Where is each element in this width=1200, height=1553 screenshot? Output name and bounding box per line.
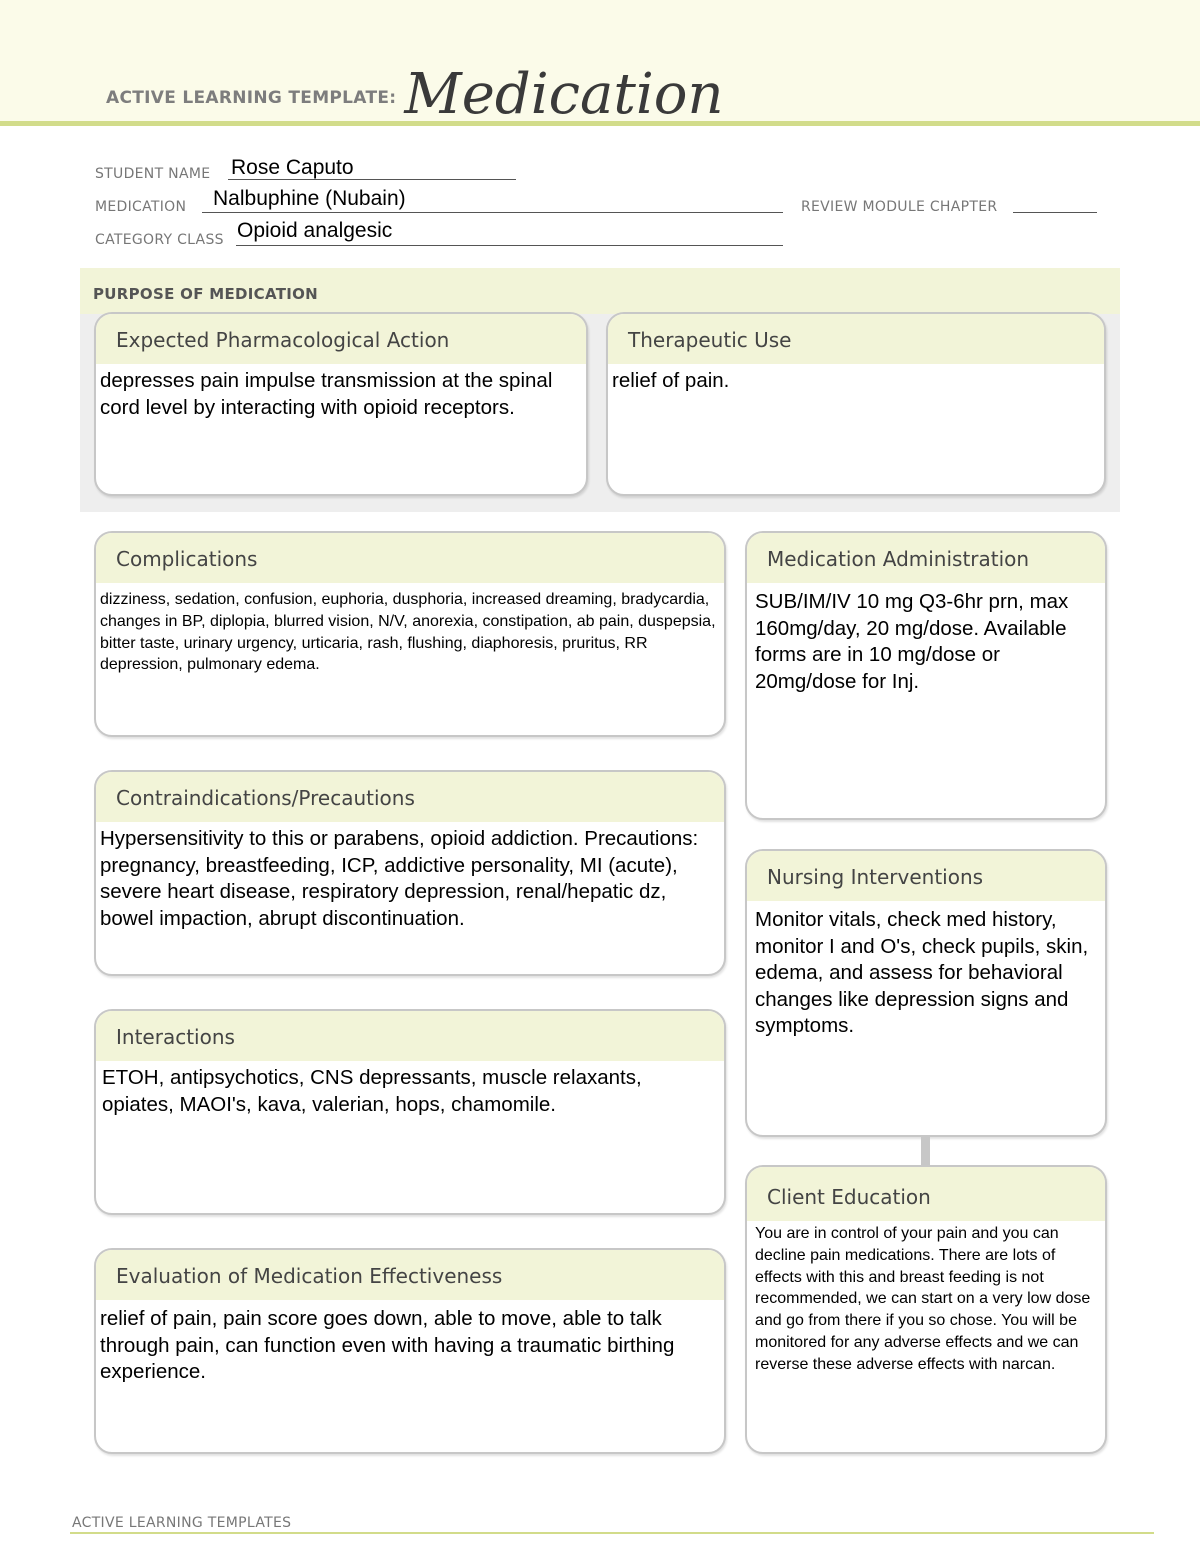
template-prefix: ACTIVE LEARNING TEMPLATE:	[106, 88, 397, 108]
template-title: Medication	[404, 62, 724, 127]
review-module-field	[801, 198, 997, 216]
review-module-label: REVIEW MODULE CHAPTER	[801, 199, 998, 215]
medication-administration-box	[745, 531, 1107, 820]
therapeutic-use-box	[606, 312, 1106, 496]
medication-administration-title: Medication Administration	[747, 533, 1105, 583]
student-name-label: STUDENT NAME	[95, 166, 211, 182]
client-education-title: Client Education	[747, 1167, 1105, 1221]
evaluation-box	[94, 1248, 726, 1454]
interactions-box	[94, 1009, 726, 1215]
expected-action-box	[94, 312, 588, 496]
client-education-box	[745, 1165, 1107, 1454]
medication-value[interactable]: Nalbuphine (Nubain)	[213, 187, 406, 210]
contraindications-box	[94, 770, 726, 976]
review-module-underline	[1013, 212, 1097, 213]
evaluation-body[interactable]: relief of pain, pain score goes down, able to move, able to talk through pain, can function even with having a traumatic birthing experience.	[100, 1307, 675, 1383]
category-class-field	[95, 231, 224, 249]
contraindications-body[interactable]: Hypersensitivity to this or parabens, opioid addiction. Precautions: pregnancy, breastfeeding, ICP, addictive personality, MI (acute), severe heart disease, respiratory depression, renal/hepatic dz, bowel impaction, abrupt discontinuation.	[100, 827, 699, 930]
category-class-label: CATEGORY CLASS	[95, 232, 224, 248]
evaluation-title: Evaluation of Medication Effectiveness	[96, 1250, 724, 1300]
category-class-value[interactable]: Opioid analgesic	[237, 219, 393, 242]
medication-administration-body[interactable]: SUB/IM/IV 10 mg Q3-6hr prn, max 160mg/day, 20 mg/dose. Available forms are in 10 mg/dose or 20mg/dose for Inj.	[755, 590, 1069, 693]
medication-label: MEDICATION	[95, 199, 187, 215]
nursing-interventions-box	[745, 849, 1107, 1137]
medication-field	[95, 198, 186, 216]
medication-underline	[202, 212, 783, 213]
page-title	[106, 52, 724, 127]
contraindications-title: Contraindications/Precautions	[96, 772, 724, 822]
complications-box	[94, 531, 726, 737]
expected-action-body[interactable]: depresses pain impulse transmission at the spinal cord level by interacting with opioid receptors.	[100, 369, 553, 419]
nursing-interventions-body[interactable]: Monitor vitals, check med history, monitor I and O's, check pupils, skin, edema, and assess for behavioral changes like depression signs and symptoms.	[755, 908, 1089, 1037]
student-name-field	[95, 165, 210, 183]
therapeutic-use-body[interactable]: relief of pain.	[612, 369, 730, 392]
footer-label: ACTIVE LEARNING TEMPLATES	[72, 1515, 292, 1531]
student-name-value[interactable]: Rose Caputo	[231, 156, 354, 179]
therapeutic-use-title: Therapeutic Use	[608, 314, 1104, 364]
complications-title: Complications	[96, 533, 724, 583]
expected-action-title: Expected Pharmacological Action	[96, 314, 586, 364]
purpose-label: PURPOSE OF MEDICATION	[93, 285, 319, 303]
interactions-body[interactable]: ETOH, antipsychotics, CNS depressants, muscle relaxants, opiates, MAOI's, kava, valerian, hops, chamomile.	[102, 1066, 642, 1116]
box-connector	[921, 1135, 930, 1167]
nursing-interventions-title: Nursing Interventions	[747, 851, 1105, 901]
category-class-underline	[236, 245, 783, 246]
interactions-title: Interactions	[96, 1011, 724, 1061]
footer-rule	[70, 1532, 1154, 1534]
complications-body[interactable]: dizziness, sedation, confusion, euphoria, dusphoria, increased dreaming, bradycardia, changes in BP, diplopia, blurred vision, N/V, anorexia, constipation, ab pain, duspepsia, bitter taste, urinary urgency, urticaria, rash, flushing, diaphoresis, pruritus, RR depression, pulmonary edema.	[100, 591, 716, 674]
client-education-body[interactable]: You are in control of your pain and you can decline pain medications. There are lots of effects with this and breast feeding is not recommended, we can start on a very low dose and go from there if you so chose. You will be monitored for any adverse effects and we can reverse these adverse effects with narcan.	[755, 1225, 1091, 1373]
